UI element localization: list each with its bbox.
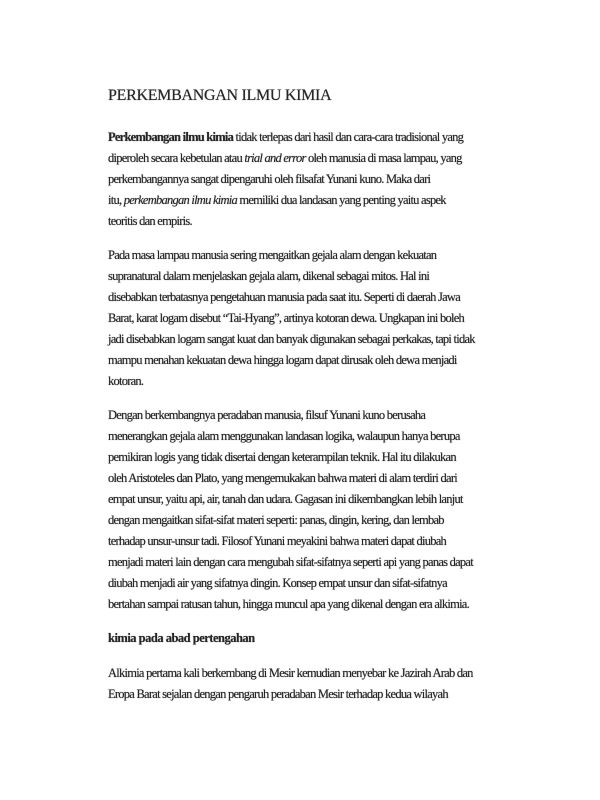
- italic-text-segment: perkembangan ilmu kimia: [123, 193, 237, 207]
- text-segment: tidak terlepas dari hasil dan cara-cara tradisional yang: [233, 130, 464, 144]
- text-line: Pada masa lampau manusia sering mengaitkan gejala alam dengan kekuatan: [108, 248, 437, 262]
- paragraph-greek-philosophers: [108, 405, 508, 615]
- section-heading-middle-ages: kimia pada abad pertengahan: [108, 631, 255, 645]
- paragraph-myths-supernatural: [108, 245, 508, 392]
- text-line: dengan mengaitkan sifat-sifat materi seperti: panas, dingin, kering, dan lembab: [108, 513, 444, 527]
- text-line: supranatural dalam menjelaskan gejala alam, dikenal sebagai mitos. Hal ini: [108, 269, 430, 283]
- document-content: [108, 85, 508, 718]
- text-line: Eropa Barat sejalan dengan pengaruh peradaban Mesir terhadap kedua wilayah: [108, 687, 448, 701]
- text-line: mampu menahan kekuatan dewa hingga logam dapat dirusak oleh dewa menjadi: [108, 353, 457, 367]
- text-line: teoritis dan empiris.: [108, 214, 192, 228]
- text-line: empat unsur, yaitu api, air, tanah dan udara. Gagasan ini dikembangkan lebih lanjut: [108, 492, 463, 506]
- text-line: kotoran.: [108, 374, 144, 388]
- text-line: jadi disebabkan logam sangat kuat dan banyak digunakan sebagai perkakas, tapi tidak: [108, 332, 475, 346]
- text-line: Alkimia pertama kali berkembang di Mesir kemudian menyebar ke Jazirah Arab dan: [108, 666, 473, 680]
- text-line: [108, 127, 508, 148]
- text-line: [108, 148, 508, 169]
- paragraph-development-of-chemistry: [108, 127, 508, 232]
- text-line: Dengan berkembangnya peradaban manusia, filsuf Yunani kuno berusaha: [108, 408, 426, 422]
- text-segment: diperoleh secara kebetulan atau: [108, 151, 245, 165]
- text-line: terhadap unsur-unsur tadi. Filosof Yunani meyakini bahwa materi dapat diubah: [108, 534, 447, 548]
- text-line: disebabkan terbatasnya pengetahuan manusia pada saat itu. Seperti di daerah Jawa: [108, 290, 460, 304]
- text-line: menjadi materi lain dengan cara mengubah sifat-sifatnya seperti api yang panas dapat: [108, 555, 473, 569]
- text-line: diubah menjadi air yang sifatnya dingin. Konsep empat unsur dan sifat-sifatnya: [108, 576, 447, 590]
- paragraph-alchemy-egypt: [108, 663, 508, 705]
- text-line: perkembangannya sangat dipengaruhi oleh filsafat Yunani kuno. Maka dari: [108, 172, 431, 186]
- bold-text-segment: Perkembangan ilmu kimia: [108, 130, 234, 144]
- text-segment: memiliki dua landasan yang penting yaitu aspek: [236, 193, 446, 207]
- text-line: bertahan sampai ratusan tahun, hingga muncul apa yang dikenal dengan era alkimia.: [108, 597, 469, 611]
- text-line: Barat, karat logam disebut “Tai-Hyang”, artinya kotoran dewa. Ungkapan ini boleh: [108, 311, 464, 325]
- text-line: menerangkan gejala alam menggunakan landasan logika, walaupun hanya berupa: [108, 429, 460, 443]
- text-segment: itu,: [108, 193, 124, 207]
- document-title: PERKEMBANGAN ILMU KIMIA: [108, 87, 332, 104]
- text-line: pemikiran logis yang tidak disertai dengan keterampilan teknik. Hal itu dilakukan: [108, 450, 456, 464]
- italic-text-segment: trial and error: [244, 151, 306, 165]
- text-segment: oleh manusia di masa lampau, yang: [305, 151, 462, 165]
- text-line: oleh Aristoteles dan Plato, yang mengemukakan bahwa materi di alam terdiri dari: [108, 471, 457, 485]
- text-line: [108, 190, 508, 211]
